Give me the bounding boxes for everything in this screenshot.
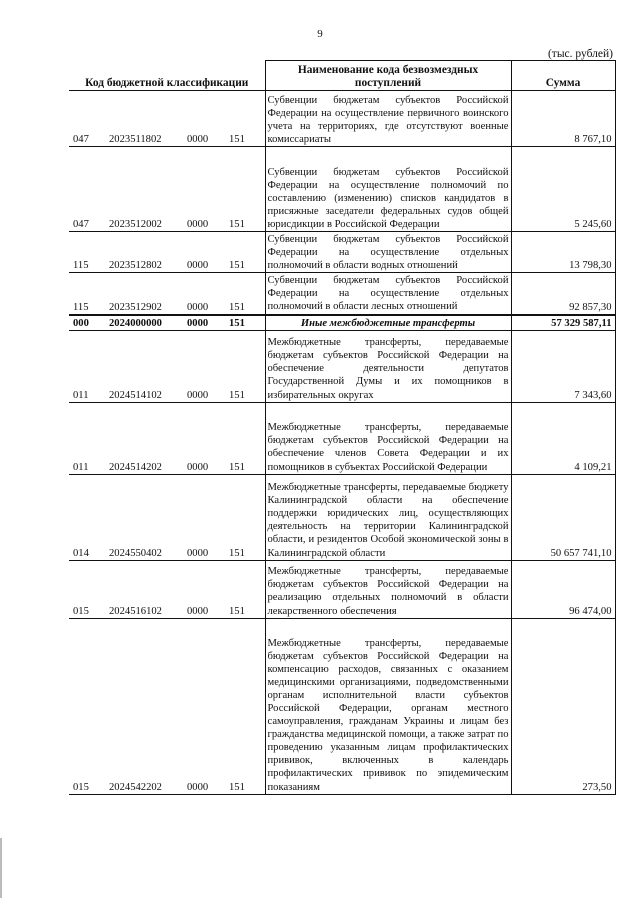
scan-edge-mark — [0, 838, 2, 898]
revenue-code: 2023512802 — [109, 260, 162, 272]
revenue-code: 2024000000 — [109, 317, 162, 329]
revenue-code: 2023512002 — [109, 219, 162, 230]
name-column-header: Наименование кода безвозмездных поступлений — [265, 61, 511, 91]
table-row — [69, 402, 615, 474]
budget-table — [69, 60, 616, 795]
revenue-name-cell: Субвенции бюджетам субъектов Российской Федерации на осуществление полномочий по составлению (изменению) списков кандидатов в присяжные заседатели федеральных судов общей юрисдикции в Российской Федерации — [265, 147, 511, 232]
admin-code: 047 — [73, 219, 89, 230]
amount-cell: 13 798,30 — [511, 232, 615, 273]
amount-cell: 57 329 587,11 — [511, 315, 615, 331]
admin-code: 047 — [73, 134, 89, 145]
table-body — [69, 91, 615, 795]
budget-code-cell — [69, 618, 265, 794]
revenue-name-cell: Межбюджетные трансферты, передаваемые бюджетам субъектов Российской Федерации на обеспечение деятельности депутатов Государственной Думы и их помощников в избирательных округах — [265, 330, 511, 402]
sum-column-header: Сумма — [511, 61, 615, 91]
amount-cell: 92 857,30 — [511, 273, 615, 315]
table-row — [69, 474, 615, 560]
admin-code: 011 — [73, 461, 89, 473]
budget-code-cell — [69, 91, 265, 147]
amount-cell: 4 109,21 — [511, 402, 615, 474]
table-row — [69, 232, 615, 273]
type-code: 151 — [229, 219, 245, 230]
program-code: 0000 — [187, 219, 209, 230]
type-code: 151 — [229, 389, 245, 401]
program-code: 0000 — [187, 781, 209, 793]
revenue-name-cell: Межбюджетные трансферты, передаваемые бюджетам субъектов Российской Федерации на обеспечение членов Совета Федерации и их помощников в субъектах Российской Федерации — [265, 402, 511, 474]
type-code: 151 — [229, 547, 245, 559]
admin-code: 011 — [73, 389, 89, 401]
table-row — [69, 147, 615, 232]
revenue-name-cell: Субвенции бюджетам субъектов Российской Федерации на осуществление первичного воинского учета на территориях, где отсутствуют военные комиссариаты — [265, 91, 511, 147]
admin-code: 115 — [73, 301, 89, 313]
page-number: 9 — [317, 28, 323, 40]
table-row — [69, 618, 615, 794]
revenue-code: 2024514202 — [109, 461, 162, 473]
amount-cell: 5 245,60 — [511, 147, 615, 232]
table-row — [69, 315, 615, 331]
budget-code-cell — [69, 273, 265, 315]
revenue-name-cell: Субвенции бюджетам субъектов Российской Федерации на осуществление отдельных полномочий в области водных отношений — [265, 232, 511, 273]
revenue-code: 2024550402 — [109, 547, 162, 559]
amount-cell: 7 343,60 — [511, 330, 615, 402]
table-row — [69, 273, 615, 315]
table-row — [69, 91, 615, 147]
type-code: 151 — [229, 605, 245, 617]
budget-code-cell — [69, 315, 265, 331]
revenue-name-cell: Межбюджетные трансферты, передаваемые бюджетам субъектов Российской Федерации на реализацию отдельных полномочий в области лекарственного обеспечения — [265, 560, 511, 618]
budget-code-cell — [69, 474, 265, 560]
revenue-code: 2023511802 — [109, 134, 162, 145]
table-row — [69, 330, 615, 402]
revenue-name-cell: Межбюджетные трансферты, передаваемые бюджетам субъектов Российской Федерации на компенсацию расходов, связанных с оказанием медицинскими организациями, подведомственными органам исполнительной власти субъектов Российской Федерации, органам местного самоуправления, гражданам Украины и лицам без гражданства медицинской помощи, а также затрат по проведению указанным лицам профилактических прививок, включенных в календарь профилактических прививок по эпидемическим показаниям — [265, 618, 511, 794]
admin-code: 000 — [73, 317, 89, 329]
revenue-code: 2024514102 — [109, 389, 162, 401]
revenue-code: 2024542202 — [109, 781, 162, 793]
type-code: 151 — [229, 317, 245, 329]
budget-code-cell — [69, 147, 265, 232]
program-code: 0000 — [187, 605, 209, 617]
table-row — [69, 560, 615, 618]
type-code: 151 — [229, 301, 245, 313]
revenue-name-cell: Межбюджетные трансферты, передаваемые бюджету Калининградской области на обеспечение поддержки юридических лиц, осуществляющих деятельность на территории Калининградской области, и резидентов Особой экономической зоны в Калининградской области — [265, 474, 511, 560]
program-code: 0000 — [187, 134, 209, 145]
type-code: 151 — [229, 260, 245, 272]
type-code: 151 — [229, 461, 245, 473]
admin-code: 014 — [73, 547, 89, 559]
program-code: 0000 — [187, 301, 209, 313]
budget-code-cell — [69, 232, 265, 273]
revenue-name-cell: Субвенции бюджетам субъектов Российской Федерации на осуществление отдельных полномочий в области лесных отношений — [265, 273, 511, 315]
admin-code: 115 — [73, 260, 89, 272]
amount-cell: 50 657 741,10 — [511, 474, 615, 560]
type-code: 151 — [229, 781, 245, 793]
program-code: 0000 — [187, 317, 209, 329]
revenue-code: 2023512902 — [109, 301, 162, 313]
amount-cell: 96 474,00 — [511, 560, 615, 618]
admin-code: 015 — [73, 605, 89, 617]
program-code: 0000 — [187, 461, 209, 473]
code-column-header: Код бюджетной классификации — [69, 61, 265, 91]
units-label: (тыс. рублей) — [547, 48, 613, 60]
program-code: 0000 — [187, 260, 209, 272]
amount-cell: 273,50 — [511, 618, 615, 794]
revenue-name-cell: Иные межбюджетные трансферты — [265, 315, 511, 331]
program-code: 0000 — [187, 547, 209, 559]
amount-cell: 8 767,10 — [511, 91, 615, 147]
budget-code-cell — [69, 330, 265, 402]
revenue-code: 2024516102 — [109, 605, 162, 617]
type-code: 151 — [229, 134, 245, 145]
program-code: 0000 — [187, 389, 209, 401]
budget-code-cell — [69, 402, 265, 474]
budget-code-cell — [69, 560, 265, 618]
admin-code: 015 — [73, 781, 89, 793]
